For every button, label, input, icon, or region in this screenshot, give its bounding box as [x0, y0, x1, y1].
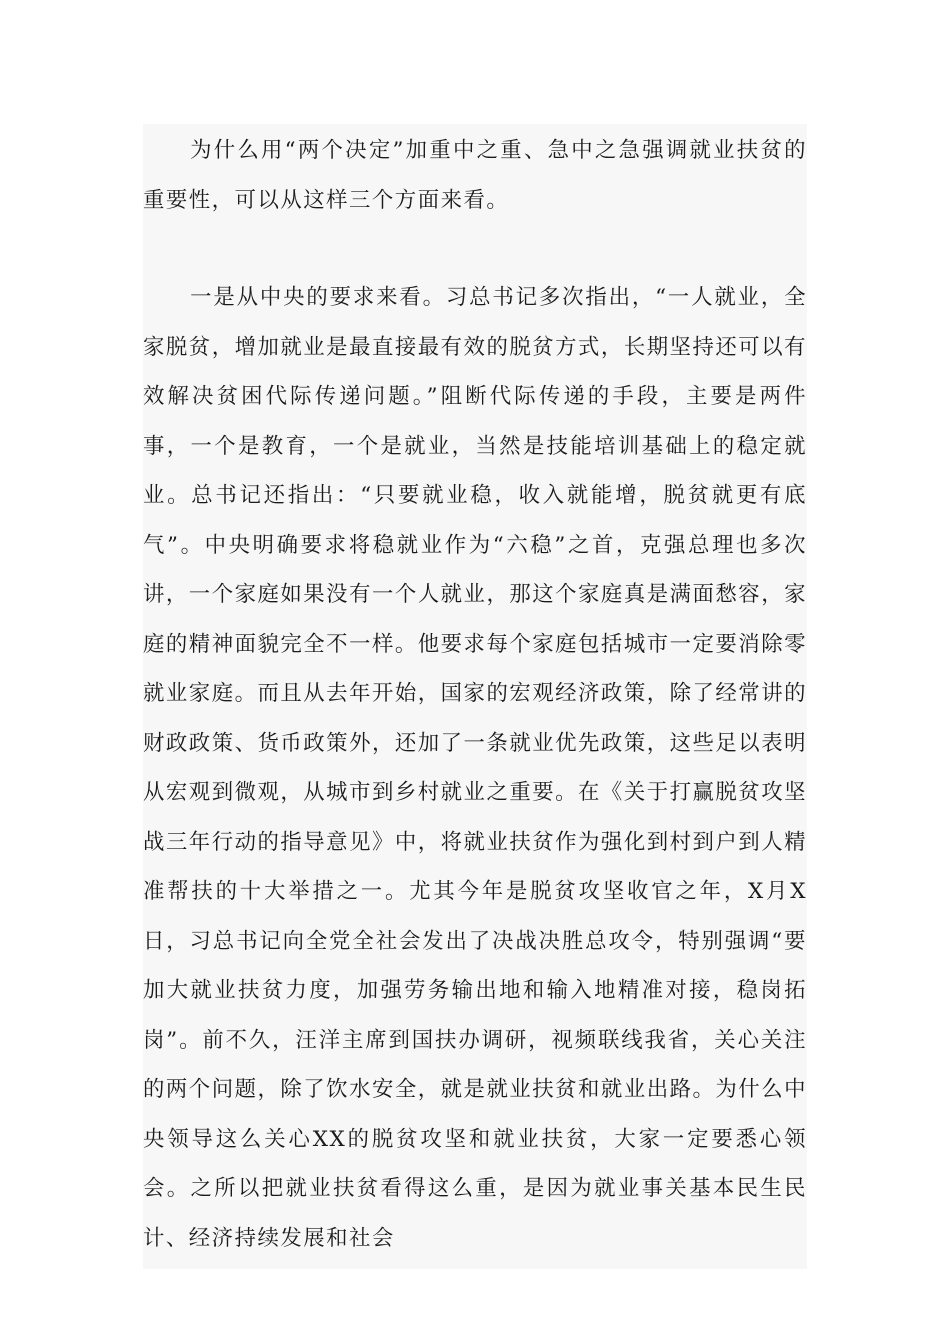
document-body — [143, 124, 807, 1269]
paragraph-gap — [143, 225, 807, 273]
paragraph-intro: 为什么用“两个决定”加重中之重、急中之急强调就业扶贫的重要性，可以从这样三个方面来看。 — [143, 138, 807, 213]
paragraph-central-requirements: 一是从中央的要求来看。习总书记多次指出，“一人就业，全家脱贫，增加就业是最直接最有效的脱贫方式，长期坚持还可以有效解决贫困代际传递问题。”阻断代际传递的手段，主要是两件事，一个是教育，一个是就业，当然是技能培训基础上的稳定就业。总书记还指出：“只要就业稳，收入就能增，脱贫就更有底气”。中央明确要求将稳就业作为“六稳”之首，克强总理也多次讲，一个家庭如果没有一个人就业，那这个家庭真是满面愁容，家庭的精神面貌完全不一样。他要求每个家庭包括城市一定要消除零就业家庭。而且从去年开始，国家的宏观经济政策，除了经常讲的财政政策、货币政策外，还加了一条就业优先政策，这些足以表明从宏观到微观，从城市到乡村就业之重要。在《关于打赢脱贫攻坚战三年行动的指导意见》中，将就业扶贫作为强化到村到户到人精准帮扶的十大举措之一。尤其今年是脱贫攻坚收官之年，X月X日，习总书记向全党全社会发出了决战决胜总攻令，特别强调“要加大就业扶贫力度，加强劳务输出地和输入地精准对接，稳岗拓岗”。前不久，汪洋主席到国扶办调研，视频联线我省，关心关注的两个问题，除了饮水安全，就是就业扶贫和就业出路。为什么中央领导这么关心XX的脱贫攻坚和就业扶贫，大家一定要悉心领会。之所以把就业扶贫看得这么重，是因为就业事关基本民生民计、经济持续发展和社会 — [143, 285, 807, 1251]
